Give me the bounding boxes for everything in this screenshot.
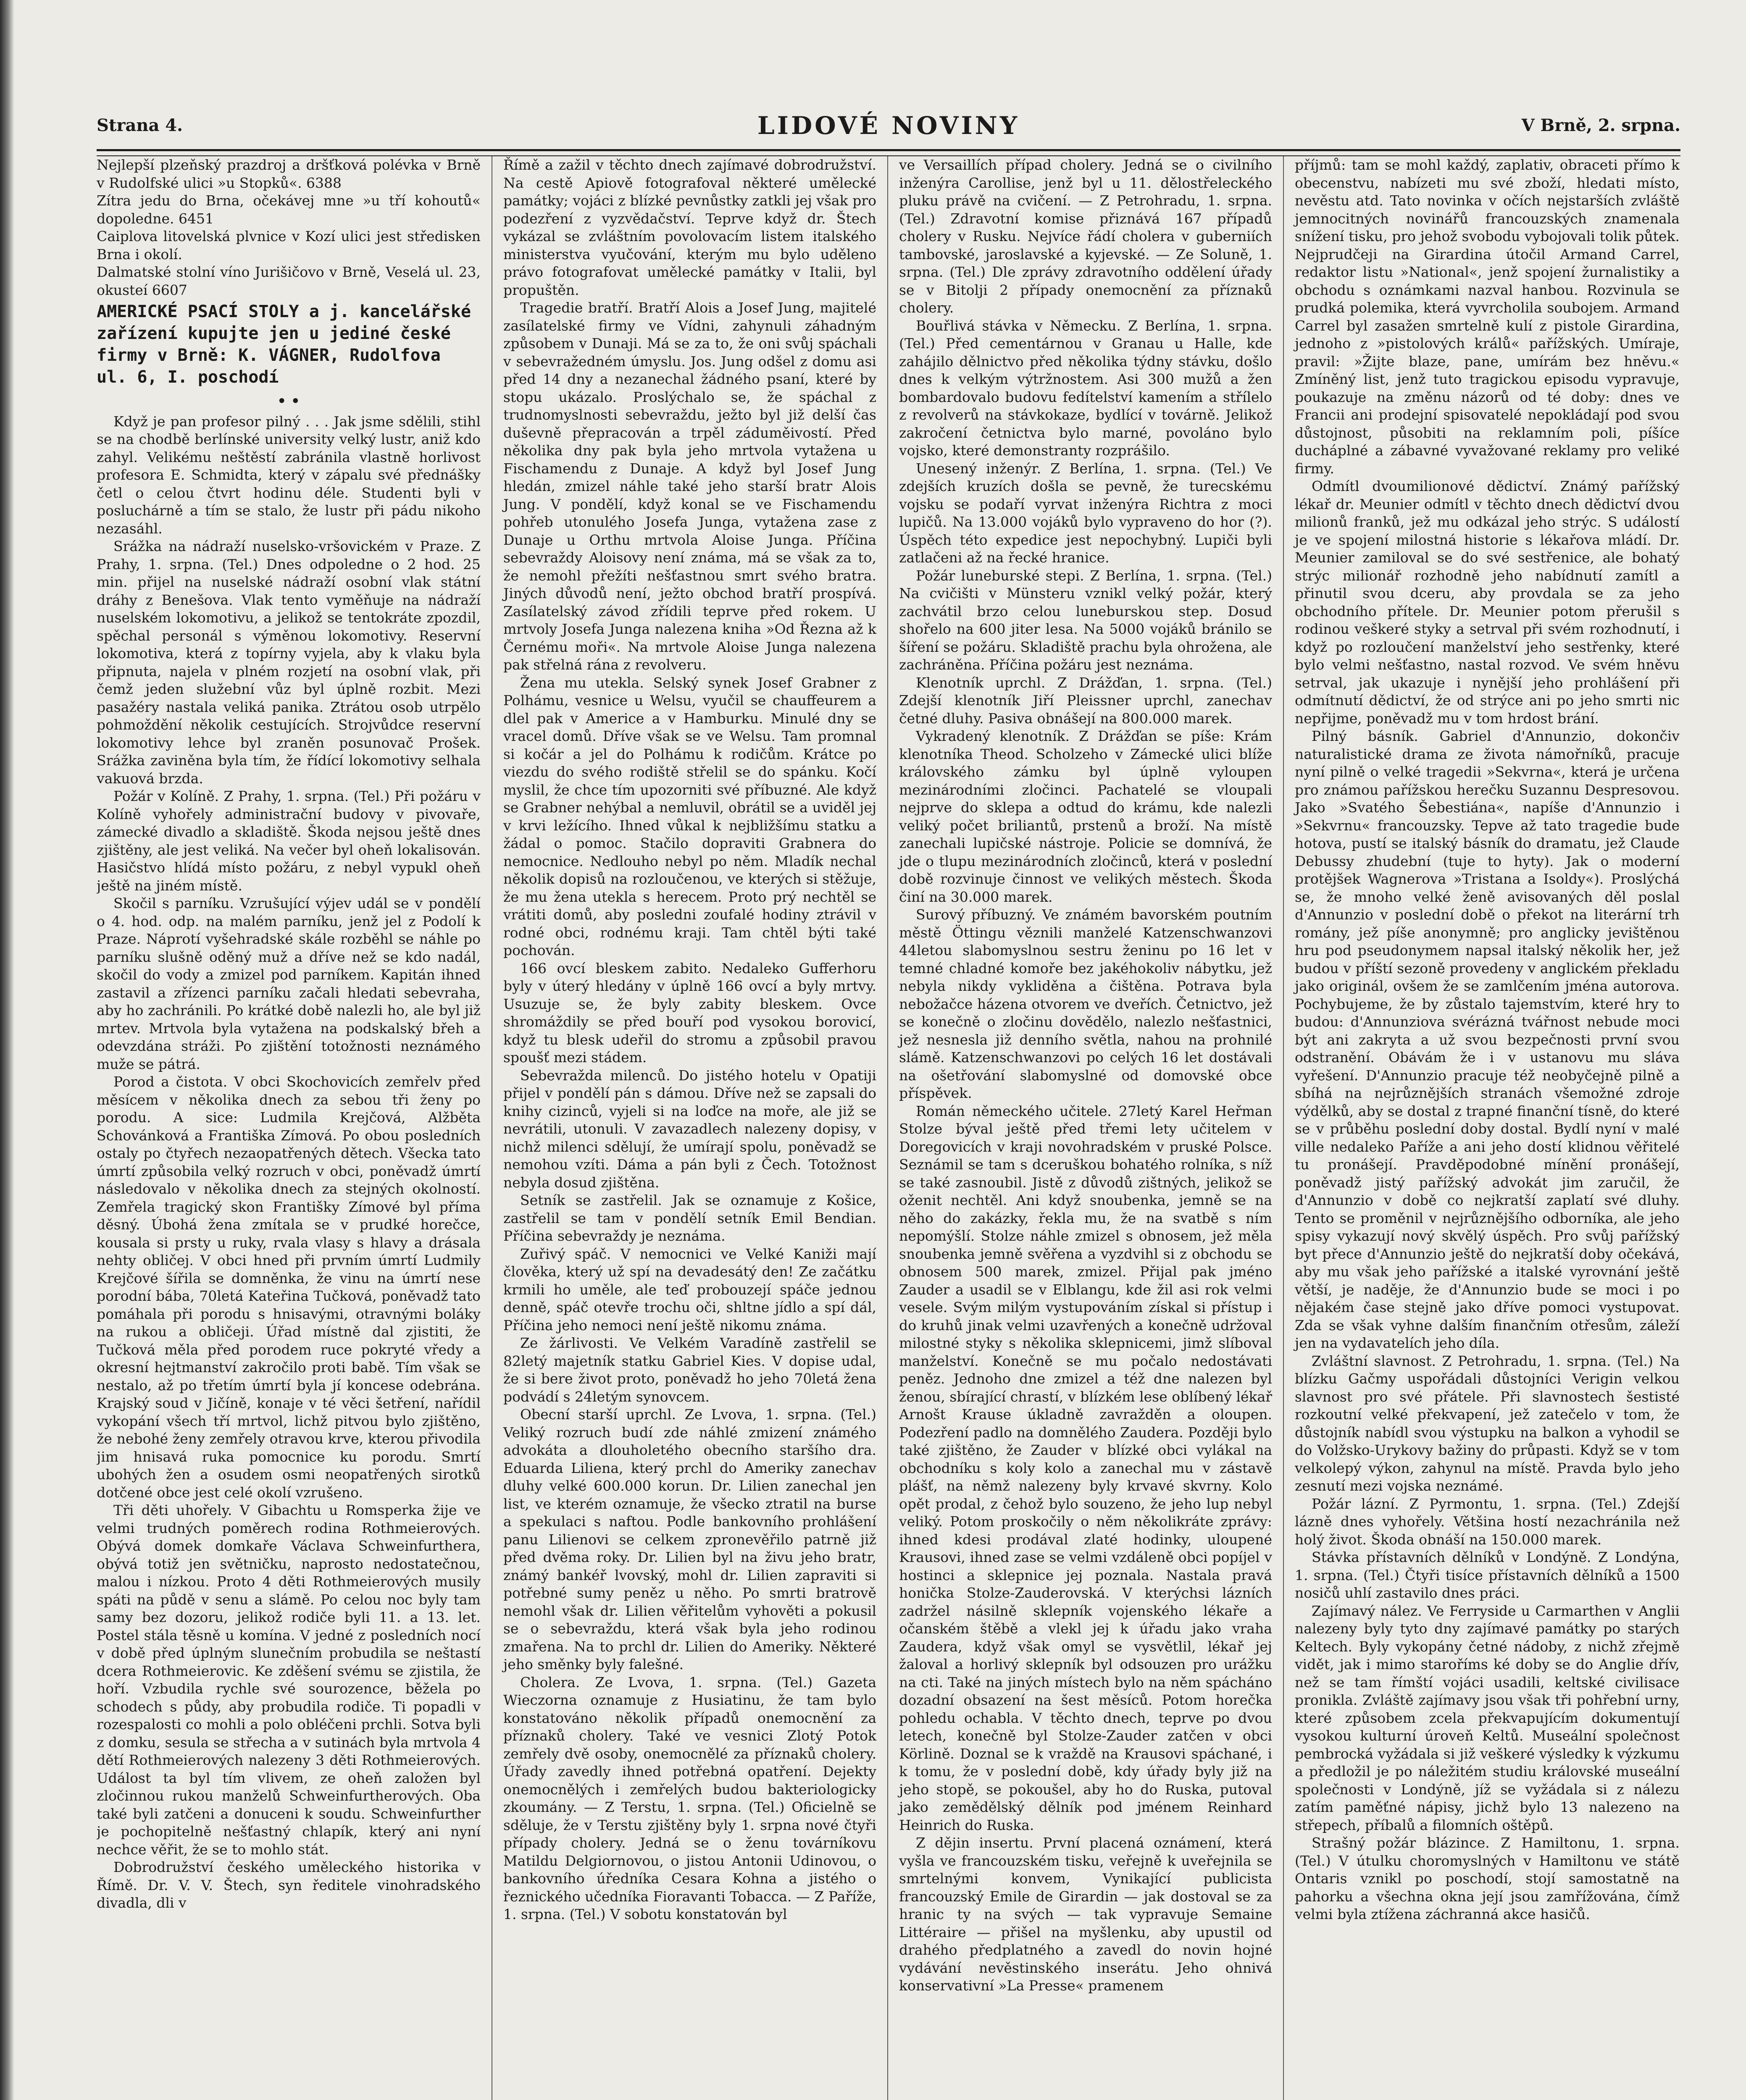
news-item: Vykradený klenotník. Z Drážďan se píše: Krám klenotníka Theod. Scholzeho v Zámecké ulici blíže královského zámku byl úplně vyloupen mezinárodními zločinci. Pachatelé se vloupali nejprve do sklepa a odtud do krámu, kde nalezli veliký počet briliantů, prstenů a broží. Na místě zanechali lupičské nástroje. Policie se domnívá, že jde o tlupu mezinárodních zločinců, která v poslední době rozvinuje činnost ve velikých městech. Škoda činí na 30.000 marek. <box>899 728 1272 905</box>
classified-ad: Caiplova litovelská plvnice v Kozí ulici jest středisken Brna i okolí. <box>97 228 481 262</box>
news-item: Z dějin insertu. První placená oznámení, která vyšla ve francouzském tisku, veřejně k uveřejnila se smrtelnými konvem, Vynikající publicista francouzský Emile de Girardin — jak dostoval se za hranic ty na svých — tak vypravuje Semaine Littéraire — přišel na myšlenku, aby upustil od drahého předplatného a zavedl do novin hojné vydávání nevěstinského inserátu. Jeho ohnivá konservativní »La Presse« pramenem <box>899 1835 1272 1994</box>
news-item: Tragedie bratří. Bratří Alois a Josef Jung, majitelé zasílatelské firmy ve Vídni, zahynuli záhadným způsobem v Dunaji. Má se za to, že oni svůj spáchali v sebevražedném úmyslu. Jos. Jung odšel z domu asi před 14 dny a nezanechal žádného psaní, které by stopu ukázalo. Proslýchalo se, že spáchal z trudnomyslnosti sebevraždu, ježto byl již delší čas duševně přepracován a trpěl záduměivostí. Před několika dny pak byla jeho mrtvola vytažena u Fischamendu z Dunaje. A když byl Josef Jung hledán, zmizel náhle také jeho starší bratr Alois Jung. V pondělí, když konal se ve Fischamendu pohřeb utonulého Josefa Junga, vytažena zase z Dunaje u Orthu mrtvola Aloise Junga. Příčina sebevraždy Aloisovy není známa, má se však za to, že nemohl přežíti nešťastnou smrt svého bratra. Jiných důvodů není, ježto obchod bratří prospívá. Zasílatelský závod zřídili teprve před rokem. U mrtvoly Josefa Junga nalezena kniha »Od Řezna až k Černému moři«. Na mrtvole Aloise Junga nalezena pak střelná rána z revolveru. <box>503 299 876 673</box>
scan-edge <box>0 0 14 2100</box>
news-item: Unesený inženýr. Z Berlína, 1. srpna. (Tel.) Ve zdejších kruzích došla se pevně, že turecskému vojsku se podaří vyrvat inženýra Richtra z moci lupičů. Na 13.000 vojáků bylo vypraveno do hor (?). Úspěch této expedice jest nepochybný. Lupiči byli zatlačeni až na řecké hranice. <box>899 460 1272 566</box>
news-item: Požár v Kolíně. Z Prahy, 1. srpna. (Tel.) Při požáru v Kolíně vyhořely administrační budovy v pivovaře, zámecké divadlo a skladiště. Škoda nejsou ještě dnes zjištěny, ale jest veliká. Na večer byl oheň lokalisován. Hasičstvo hlídá místo požáru, z nebyl vypukl oheň ještě na jiném místě. <box>97 788 481 894</box>
news-item: Římě a zažil v těchto dnech zajímavé dobrodružství. Na cestě Apiově fotografoval některé umělecké památky; vojáci z blízké pevnůstky zatkli jej však pro podezření z vyzvědačství. Teprve když dr. Štech vykázal se zvláštním povolovacím listem italského ministerstva vyučování, kterým mu bylo uděleno právo fotografovat umělecké památky v Italii, byl propuštěn. <box>503 157 876 298</box>
news-item: příjmů: tam se mohl každý, zaplativ, obraceti přímo k obecenstvu, nabízeti mu své zboží, hledati místo, nevěstu atd. Tato novinka v očích nejstarších zvláště jemnocitných novinářů francouzských znamenala snížení tisku, pro jehož svobodu vybojovali tolik půtek. Nejprudčeji na Girardina útočil Armand Carrel, redaktor listu »National«, jenž spojení žurnalistiky a obchodu s oznámkami nazval hanbou. Rozvinula se prudká polemika, která vyvrcholila soubojem. Armand Carrel byl zasažen smrtelně kulí z pistole Girardina, jednoho z »pistolových králů« pařížských. Umíraje, pravil: »Žijte blaze, pane, umírám bez hněvu.« Zmíněný list, jenž tuto tragickou episodu vypravuje, poukazuje na změnu názorů od té doby: dnes ve Francii ani prodejní spisovatelé nepokládají pod svou důstojnost, působiti na reklamním poli, píšíce ducháplné a zábavné vyvažované reklamy pro veliké firmy. <box>1295 157 1680 477</box>
news-item: Setník se zastřelil. Jak se oznamuje z Košice, zastřelil se tam v pondělí setník Emil Bendian. Příčina sebevraždy je neznáma. <box>503 1192 876 1244</box>
issue-date: V Brně, 2. srpna. <box>1521 116 1680 135</box>
news-item: Ze žárlivosti. Ve Velkém Varadíně zastřelil se 82letý majetník statku Gabriel Kies. V dopise udal, že si bere život proto, poněvadž ho jeho 70letá žena podvádí s 24letým synovcem. <box>503 1335 876 1405</box>
header-rule <box>97 149 1680 156</box>
news-item: Bouřlivá stávka v Německu. Z Berlína, 1. srpna. (Tel.) Před cementárnou v Granau u Halle, kde zahájilo dělnictvo před několika týdny stávku, došlo dnes k velkým výtržnostem. Asi 300 mužů a žen bombardovalo budovu fedítelství kamením a střílelo z revolverů na stávkokaze, bydlící v továrně. Jelikož zakročení četnictva bylo marné, povoláno bylo vojsko, které demonstranty rozprášilo. <box>899 317 1272 459</box>
newspaper-title: LIDOVÉ NOVINY <box>757 111 1020 140</box>
column-4 <box>1284 156 1680 2100</box>
news-item: Pilný básník. Gabriel d'Annunzio, dokončiv naturalistické drama ze života námořníků, pracuje nyní pilně o velké tragedii »Sekvrna«, která je určena pro známou pařížskou herečku Suzannu Despresovou. Jako »Svatého Šebestiána«, napíše d'Annunzio i »Sekvrnu« francouzsky. Tepve až tato tragedie bude hotova, pustí se italský básník do dramatu, jež Claude Debussy zhudební (tuje to hyty). Jak o moderní protějšek Wagnerova »Tristana a Isoldy«). Proslýchá se, že mnoho velké ženě avisovaných děl poslal d'Annunzio v poslední době o překot na literární trh romány, jež píše anonymně; pro anglicky jevištěnou hru pod pseudonymem napsal italský několik her, jež budou v příští sezoně provedeny v anglickém překladu jako originál, ovšem že se zamlčením jména autorova. Pochybujeme, že by zůstalo tajemstvím, které hry to budou: d'Annunziova svérázná tvářnost nebude moci být ani zakryta a už svou bezpečnosti první svou odstranění. Obávám že i v ustanovu mu sláva vyřešení. D'Annunzio pracuje též neobyčejně pilně a sbíhá na nejrůznějších stranách všemožné zdroje výdělků, aby se dostal z trapné finanční tísně, do které se v průběhu poslední doby dostal. Bydlí nyní v malé ville nedaleko Paříže a ani jeho dostí klidnou věřitelé tu pronášejí. Pravděpodobné mínění pronášejí, poněvadž jistý pařížský advokát jim zaručil, že d'Annunzio v době co nejkratší zaplatí své dluhy. Tento se proměnil v nejrůznějšího odborníka, ale jeho spisy vykazují nový skvělý úspěch. Pro svůj pařížský byt přece d'Annunzio ještě do nejkratší doby očekává, aby mu však jeho pařížské a italské vyrovnání ještě větší, je naděje, že d'Annunzio bude se moci i po nějakém čase stejně jako dříve pomoci vystupovat. Zda se však vyhne dalším finančním otřesům, záleží jen na vydavatelích jeho díla. <box>1295 728 1680 1351</box>
news-item: Strašný požár blázince. Z Hamiltonu, 1. srpna. (Tel.) V útulku choromyslných v Hamiltonu ve státě Ontaris vznikl po poschodí, stojí samostatně na pahorku a všechna okna její jsou zamřížována, čímž velmi byla ztížena záchranná akce hasičů. <box>1295 1835 1680 1922</box>
news-item: Zvláštní slavnost. Z Petrohradu, 1. srpna. (Tel.) Na blízku Gačmy uspořádali důstojníci Verigin velkou slavnost pro své přátele. Při slavnostech šestisté rozkoutní velké překvapení, jež zatečelo v tom, že důstojník nabídl svou výstupku na balkon a vyhodil se do Volžsko-Urykovy bažiny do průpasti. Když se v tom velkolepý výkon, zahynul na místě. Pravda bylo jeho zesnutí mezi vojska neznámé. <box>1295 1352 1680 1494</box>
news-item: 166 ovcí bleskem zabito. Nedaleko Gufferhoru byly v úterý hledány v úplně 166 ovcí a byly mrtvy. Usuzuje se, že byly zabity bleskem. Ovce shromáždily se před bouří pod vysokou borovicí, když tu blesk udeřil do stromu a způsobil pravou spoušť mezi stádem. <box>503 960 876 1066</box>
news-item: Žena mu utekla. Selský synek Josef Grabner z Polhámu, vesnice u Welsu, vyučil se chauffeurem a dlel pak v Americe a v Hamburku. Minulé dny se vracel domů. Dříve však se ve Welsu. Tam promnal si kočár a jel do Polhámu k rodičům. Krátce po viezdu do svého rodiště střelil se do spánku. Kočí myslil, že chce tím upozorniti své příbuzné. Ale když se Grabner nehýbal a nemluvil, obrátil se a uviděl jej v krvi ležícího. Ihned vůkal k nejbližšímu statku a žádal o pomoc. Stačilo dopraviti Grabnera do nemocnice. Nedlouho nebyl po něm. Mladík nechal několik dopisů na rozloučenou, ve kterých si stěžuje, že mu žena utekla s herecem. Proto prý nechtěl se vrátiti domů, aby posledni zoufalé hodiny ztrávil v rodné obci, rodnému kraji. Tam chtěl býti také pochován. <box>503 674 876 958</box>
column-1 <box>97 156 492 2100</box>
classified-ad: Dalmatské stolní víno Jurišičovo v Brně, Veselá ul. 23, okusteí 6607 <box>97 264 481 298</box>
news-item: Požár lázní. Z Pyrmontu, 1. srpna. (Tel.) Zdejší lázně dnes vyhořely. Většina hostí nezachránila než holý život. Škoda obnáší na 150.000 marek. <box>1295 1495 1680 1548</box>
news-item: Srážka na nádraží nuselsko-vršovickém v Praze. Z Prahy, 1. srpna. (Tel.) Dnes odpoledne o 2 hod. 25 min. přijel na nuselské nádraží osobní vlak státní dráhy z Benešova. Vlak tento vyměňuje na nádraží nuselském lokomotivu, a jelikož se tentokráte zpozdil, spěchal personál s výměnou lokomotivy. Reservní lokomotiva, která z topírny vyjela, aby k vlaku byla připnuta, najela v plném rozjetí na osobní vlak, při čemž jeden služební vůz byl úplně rozbit. Mezi pasažéry nastala veliká panika. Ztrátou osob utrpělo pohmoždění několik cestujících. Strojvůdce reservní lokomotivy lehce byl zraněn posunovač Prošek. Srážka zaviněna byla tím, že řídící lokomotivy selhala vakuová brzda. <box>97 538 481 787</box>
section-separator: • • <box>277 393 300 409</box>
news-item: Skočil s parníku. Vzrušující výjev udál se v pondělí o 4. hod. odp. na malém parníku, jenž jel z Podolí k Praze. Náprotí vyšehradské skále rozběhl se náhle po parníku slušně oděný muž a dříve než se kdo nadál, skočil do vody a zmizel pod parníkem. Kapitán ihned zastavil a zřízenci parníku začali hledati sebevraha, aby ho zachránili. Po krátké době nalezli ho, ale byl již mrtev. Mrtvola byla vytažena na podskalský břeh a odevzdána stráži. Po zjištění totožnosti neznámého muže se pátrá. <box>97 895 481 1072</box>
news-item: Požár luneburské stepi. Z Berlína, 1. srpna. (Tel.) Na cvičišti v Münsteru vznikl velký požár, který zachvátil brzo celou luneburskou step. Dosud shořelo na 600 jiter lesa. Na 5000 vojáků bránilo se šíření se požáru. Skladiště prachu byla ohrožena, ale zachráněna. Příčina požáru jest neznáma. <box>899 567 1272 673</box>
furniture-advertisement: AMERICKÉ PSACÍ STOLY a j. kancelářské zařízení kupujte jen u jediné české firmy v Brně: K. VÁGNER, Rudolfova ul. 6, I. poschodí <box>97 302 471 387</box>
news-item: Surový příbuzný. Ve známém bavorském poutním městě Öttingu věznili manželé Katzenschwanzovi 44letou slabomyslnou sestru ženinu po 16 let v temné chladné komoře bez jakéhokoliv nábytku, jež nebyla nikdy vykliděna a čištěna. Potrava byla nebožačce házena otvorem ve dveřích. Četnictvo, jež se konečně o zločinu dovědělo, nalezlo nešťastnici, jež nesnesla již denního světla, nahou na prohnilé slámě. Katzenschwanzovi po celých 16 let dostávali na ošetřování slabomyslné od domovské obce příspěvek. <box>899 906 1272 1101</box>
news-item: Stávka přístavních dělníků v Londýně. Z Londýna, 1. srpna. (Tel.) Čtyři tisíce přístavních dělníků a 1500 nosičů uhlí zastavilo dnes práci. <box>1295 1549 1680 1601</box>
news-item: Tři děti uhořely. V Gibachtu u Romsperka žije ve velmi trudných poměrech rodina Rothmeierových. Obývá domek domkaře Václava Schweinfurthera, obývá totiž jen světničku, naprosto nedostatečnou, malou i nízkou. Proto 4 děti Rothmeierových musily spáti na půdě v senu a slámě. Po celou noc byly tam samy bez dozoru, jelikož rodiče byli 11. a 13. let. Postel stála těsně u komína. V jedné z posledních nocí v době před úplným slunečním probudila se neštastí dcera Rothmeierovic. Ke zděšení svému se zjistila, že hoří. Vzbudila rychle své sourozence, běžela po schodech s půdy, aby probudila rodiče. Ti popadli v rozespalosti co mohli a polo obléčeni prchli. Sotva byli z domku, sesula se střecha a v sutinách byla mrtvola 4 dětí Rothmeierových nalezeny 3 děti Rothmeierových. Událost ta byl tím vlivem, ze oheň založen byl zločinnou rukou manželů Schweinfurtherových. Oba také byli zatčeni a donuceni k soudu. Schweinfurther je pochopitelně nešťastný chlapík, který ani nyní nechce věřit, že se to mohlo stát. <box>97 1502 481 1858</box>
news-item: ve Versaillích případ cholery. Jedná se o civilního inženýra Carollise, jenž byl u 11. dělostřeleckého pluku právě na cvičení. — Z Petrohradu, 1. srpna. (Tel.) Zdravotní komise přiznává 167 případů cholery v Rusku. Nejvíce řádí cholera v guberniích tambovské, jaroslavské a kyjevské. — Ze Soluně, 1. srpna. (Tel.) Dle zprávy zdravotního oddělení úřady se v Bitolji 2 případy onemocnění za příznaků cholery. <box>899 157 1272 316</box>
classified-ad: Zítra jedu do Brna, očekávej mne »u tří kohoutů« dopoledne. 6451 <box>97 192 481 227</box>
page-header <box>97 111 1680 149</box>
column-2 <box>492 156 888 2100</box>
news-item: Když je pan profesor pilný . . . Jak jsme sdělili, stihl se na chodbě berlínské university velký lustr, aniž kdo zahyl. Velikému neštěstí zabránila vlastně horlivost profesora E. Schmidta, který v zápalu své přednášky četl o celou čtvrt hodinu déle. Studenti byli v posluchárně a tím se stalo, že lustr při pádu nikoho nezasáhl. <box>97 413 481 537</box>
news-item: Odmítl dvoumilionové dědictví. Známý pařížský lékař dr. Meunier odmítl v těchto dnech dědictví dvou milionů franků, jež mu odkázal jeho strýc. S událostí je ve spojení milostná historie s lékařova mládí. Dr. Meunier zamiloval se do své sestřenice, ale bohatý strýc milionář rozhodně jeho nabídnutí zamítl a přinutil svou dceru, aby provdala se za jeho obchodního přítele. Dr. Meunier potom přerušil s rodinou veškeré styky a setrval při svém rozhodnutí, i když po rozloučení manželství jeho sestřenky, které bylo velmi nešťastno, nastal rozvod. Ve svém hněvu setrval, jak ukazuje i nynější jeho prohlášení při odmítnutí dědictví, že od strýce ani po jeho smrti nic nepřijme, poněvadž mu v tom hrdost brání. <box>1295 478 1680 727</box>
news-item: Zajímavý nález. Ve Ferryside u Carmarthen v Anglii nalezeny byly tyto dny zajímavé památky po starých Keltech. Byly vykopány četné nádoby, z nichž zřejmě vidět, jak i mimo staroříms ké doby se do Anglie dřív, než se tam římští vojáci usadili, keltské civilisace pronikla. Zvláště zajímavy jsou však tři pohřební urny, které způsobem zcela překvapujícím dokumentují vysokou kulturní úroveň Keltů. Museální společnost pembrocká vyžádala si již veškeré výsledky k výzkumu a předložil je po náležitém studiu královské museální společnosti v Londýně, jíž se vyžádala si z nálezu zatím paměťné nápisy, jichž bylo 13 nalezeno na střepech, příbalů a filomních oštěpů. <box>1295 1602 1680 1833</box>
news-item: Klenotník uprchl. Z Drážďan, 1. srpna. (Tel.) Zdejší klenotník Jiří Pleissner uprchl, zanechav četné dluhy. Pasiva obnášejí na 800.000 marek. <box>899 674 1272 727</box>
column-3 <box>888 156 1284 2100</box>
classified-ad: Nejlepší plzeňský prazdroj a dršťková polévka v Brně v Rudolfské ulici »u Stopků«. 6388 <box>97 157 481 191</box>
news-item: Obecní starší uprchl. Ze Lvova, 1. srpna. (Tel.) Veliký rozruch budí zde náhlé zmizení známého advokáta a dlouholetého obecního staršího dra. Eduarda Liliena, který prchl do Ameriky zanechav dluhy velké 600.000 korun. Dr. Lilien zanechal jen list, ve kterém oznamuje, že všecko ztratil na burse a spekulaci s naftou. Podle bankovního prohlášení panu Lilienovi se celkem zpronevěřilo patrně již před dvěma roky. Dr. Lilien byl na živu jeho bratr, známý bankéř lvovský, mohl dr. Lilien zapraviti si potřebné sumy peněz u něho. Po smrti bratrově nemohl však dr. Lilien věřitelům vyhověti a pokusil se o sebevraždu, která však byla jeho rodinou zmařena. Na to prchl dr. Lilien do Ameriky. Některé jeho směnky byly falešné. <box>503 1406 876 1672</box>
news-item: Dobrodružství českého uměleckého historika v Římě. Dr. V. V. Štech, syn ředitele vinohradského divadla, dli v <box>97 1859 481 1911</box>
news-item: Román německého učitele. 27letý Karel Heřman Stolze býval ještě před třemi lety učitelem v Doregovicích v kraji novohradském v pruské Polsce. Seznámil se tam s dceruškou bohatého rolníka, s níž se také zasnoubil. Jistě z důvodů zištných, jelikož se oženit nechtěl. Ani když snoubenka, jemně se na něho do zakázky, řekla mu, že na svatbě s ním nepomýšlí. Stolze náhle zmizel s obnosem, jež měla snoubenka jemně svěřena a vyzdvihl si z obchodu se obnosem 500 marek, zmizel. Přijal pak jméno Zauder a usadil se v Elblangu, kde žil asi rok velmi vesele. Svým milým vystupováním získal si přístup i do kruhů jinak velmi uzavřených a konečně udržoval milostné styky s několika sklepnicemi, jimž slíboval manželství. Konečně se mu počalo nedostávati peněz. Jednoho dne zmizel a též dne nalezen byl ženou, sbírající chrastí, v blízkém lese oblíbený lékař Arnošt Krause úkladně zavražděn a oloupen. Podezření padlo na domnělého Zaudera. Později bylo také zjištěno, že Zauder v blízké obci vylákal na obchodníku s koly kolo a zanechal mu v zástavě plášť, na němž nalezeny byly krvavé skvrny. Kolo opět prodal, z čehož bylo souzeno, že jeho lup nebyl veliký. Potom proskočily o něm několikráte zprávy: ihned kdesi prodával zlaté hodinky, uloupené Krausovi, ihned zase se velmi vzdáleně obci popíjel v hostinci a sklepnice jej poznala. Nastala pravá honička Stolze-Zauderovská. V kterýchsi lázních zadržel násilně sklepník vojenského lékaře a očanském štěbě a vlekl jej k úřadu jako vraha Zaudera, když však omyl se vysvětlil, lékař jej žaloval a horlivý sklepník byl odsouzen pro urážku na cti. Také na jiných místech bylo na něm spácháno dozadní obsazení na šest měsíců. Potom horečka pohledu ochabla. V těchto dnech, teprve po dvou letech, konečně byl Stolze-Zauder zatčen v obci Körlině. Doznal se k vraždě na Krausovi spáchané, i k tomu, že v poslední době, kdy úřady byly již na jeho stopě, se pokoušel, aby ho do Ruska, putoval jako zemědělský dělník pod jménem Reinhard Heinrich do Ruska. <box>899 1102 1272 1833</box>
news-item: Porod a čistota. V obci Skochovicích zemřelv před měsícem v několika dnech za sebou tři ženy po porodu. A sice: Ludmila Krejčová, Alžběta Schovánková a Františka Zímová. Po obou posledních ostaly po čtyřech nezaopatřených dětech. Všecka tato úmrtí způsobila velký rozruch v obci, poněvadž úmrtí následovalo v několika dnech za stejných okolností. Zemřela tragický skon Františky Zímové byl příma děsný. Úbohá žena zmítala se v prudké horečce, kousala si prsty u ruky, rvala vlasy s hlavy a drásala nehty obličej. V obci hned při prvním úmrtí Ludmily Krejčové šířila se domněnka, že vinu na úmrtí nese porodní bába, 70letá Kateřina Tučková, poněvadž tato pomáhala při porodu s hnisavými, otravnými boláky na rukou a obličeji. Úřad místně dal zjistiti, že Tučková měla před porodem ruce pokryté vředy a okresní hejtmanství zakročilo proti babě. Tím však se nestalo, až po třetím úmrtí byla jí koncese odebrána. Krajský soud v Jičíně, konaje v té věci šetření, nařídil vykopání všech tří mrtvol, lichž pitvou bylo zjištěno, že nebohé ženy zemřely otravou krve, kterou přivodila jim hnisavá ruka pomocnice ku porodu. Smrtí ubohých žen a osudem osmi neopatřených sirotků dotčené obce jest celé okolí vzrušeno. <box>97 1074 481 1501</box>
news-item: Sebevražda milenců. Do jistého hotelu v Opatiji přijel v pondělí pán s dámou. Dříve než se zapsali do knihy cizinců, vyjeli si na loďce na moře, ale již se nevrátili, utonuli. V zavazadlech nalezeny dopisy, v nichž milenci sdělují, že umírají spolu, poněvadž se nemohou vzíti. Dáma a pán byli z Čech. Totožnost nebyla dosud zjištěna. <box>503 1067 876 1191</box>
news-item: Cholera. Ze Lvova, 1. srpna. (Tel.) Gazeta Wieczorna oznamuje z Husiatinu, že tam bylo konstatováno několik případů onemocnění za příznaků cholery. Také ve vesnici Zlotý Potok zemřely dvě osoby, onemocnělé za příznaků cholery. Úřady zavedly ihned potřebná opatření. Dejekty onemocnělých i zemřelých budou bakteriologicky zkoumány. — Z Terstu, 1. srpna. (Tel.) Oficielně se sděluje, že v Terstu zjištěny byly 1. srpna nové čtyři případy cholery. Jedná se o ženu továrníkovu Matildu Delgiornovou, o jistou Antonii Udinovou, o bankovního úředníka Cesara Kohna a jistého o řeznického učedníka Fioravanti Tobacca. — Z Paříže, 1. srpna. (Tel.) V sobotu konstatován byl <box>503 1674 876 1922</box>
article-columns <box>97 156 1680 2100</box>
news-item: Zuřivý spáč. V nemocnici ve Velké Kaniži mají člověka, který už spí na devadesátý den! Ze začátku krmili ho uměle, ale teď probouzejí spáče jednou denně, spáč otevře trochu oči, shltne jídlo a spí dál, Příčina jeho nemoci není ještě nikomu známa. <box>503 1245 876 1334</box>
page-number: Strana 4. <box>97 116 183 135</box>
